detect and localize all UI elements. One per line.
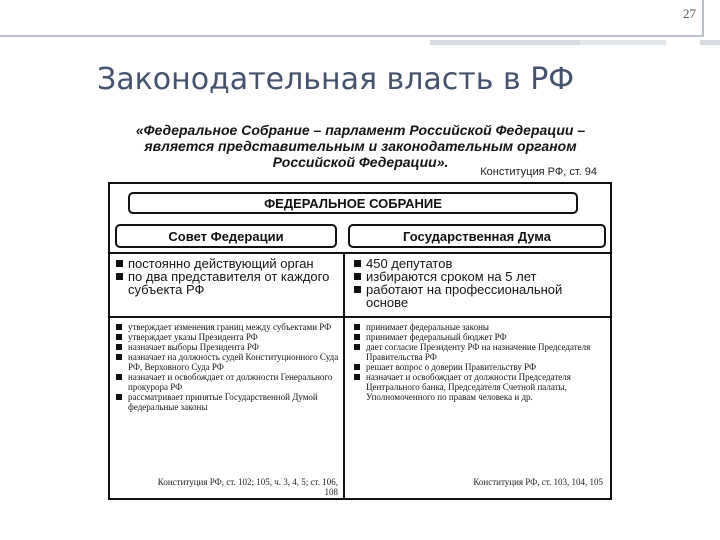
list-item: работают на профессиональной основе — [353, 283, 608, 309]
constitution-quote: «Федеральное Собрание – парламент Российской Федерации – является представительным и законодательным органом Российской Федерации». — [135, 122, 586, 170]
state-duma-reference: Конституция РФ, ст. 103, 104, 105 — [473, 477, 603, 487]
decorative-bar — [580, 40, 666, 45]
federation-council-reference: Конституция РФ, ст. 102; 105, ч. 3, 4, 5; ст. 106, 108 — [157, 477, 338, 497]
list-item: по два представителя от каждого субъекта РФ — [115, 270, 340, 296]
list-item: постоянно действующий орган — [115, 257, 340, 270]
state-duma-box: Государственная Дума — [348, 224, 606, 248]
federal-assembly-box: ФЕДЕРАЛЬНОЕ СОБРАНИЕ — [128, 192, 578, 214]
list-item: принимает федеральные законы — [353, 322, 608, 332]
divider-line — [108, 316, 612, 318]
federation-council-powers — [115, 322, 340, 412]
list-item: рассматривает принятые Государственной Думой федеральные законы — [115, 392, 340, 412]
quote-source: Конституция РФ, ст. 94 — [480, 166, 597, 178]
list-item: назначает на должность судей Конституционного Суда РФ, Верховного Суда РФ — [115, 352, 340, 372]
slide-title: Законодательная власть в РФ — [97, 62, 575, 97]
page-number: 27 — [683, 6, 696, 21]
state-duma-composition — [353, 257, 608, 309]
list-item: назначает и освобождает от должности Председателя Центрального банка, Председателя Счетной палаты, Уполномоченного по правам человека и др. — [353, 372, 608, 402]
scanned-scheme — [103, 114, 617, 500]
list-item: утверждает изменения границ между субъектами РФ — [115, 322, 340, 332]
list-item: 450 депутатов — [353, 257, 608, 270]
state-duma-powers — [353, 322, 608, 402]
decorative-rule — [0, 35, 703, 37]
decorative-vertical-rule — [702, 0, 704, 37]
list-item: утверждает указы Президента РФ — [115, 332, 340, 342]
divider-line — [108, 252, 612, 254]
list-item: назначает и освобождает от должности Генерального прокурора РФ — [115, 372, 340, 392]
list-item: принимает федеральный бюджет РФ — [353, 332, 608, 342]
federation-council-box: Совет Федерации — [115, 224, 337, 248]
federation-council-composition — [115, 257, 340, 296]
list-item: дает согласие Президенту РФ на назначение Председателя Правительства РФ — [353, 342, 608, 362]
decorative-bar — [700, 40, 720, 45]
column-divider — [343, 254, 345, 500]
list-item: решает вопрос о доверии Правительству РФ — [353, 362, 608, 372]
list-item: избираются сроком на 5 лет — [353, 270, 608, 283]
list-item: назначает выборы Президента РФ — [115, 342, 340, 352]
decorative-bar — [430, 40, 580, 45]
